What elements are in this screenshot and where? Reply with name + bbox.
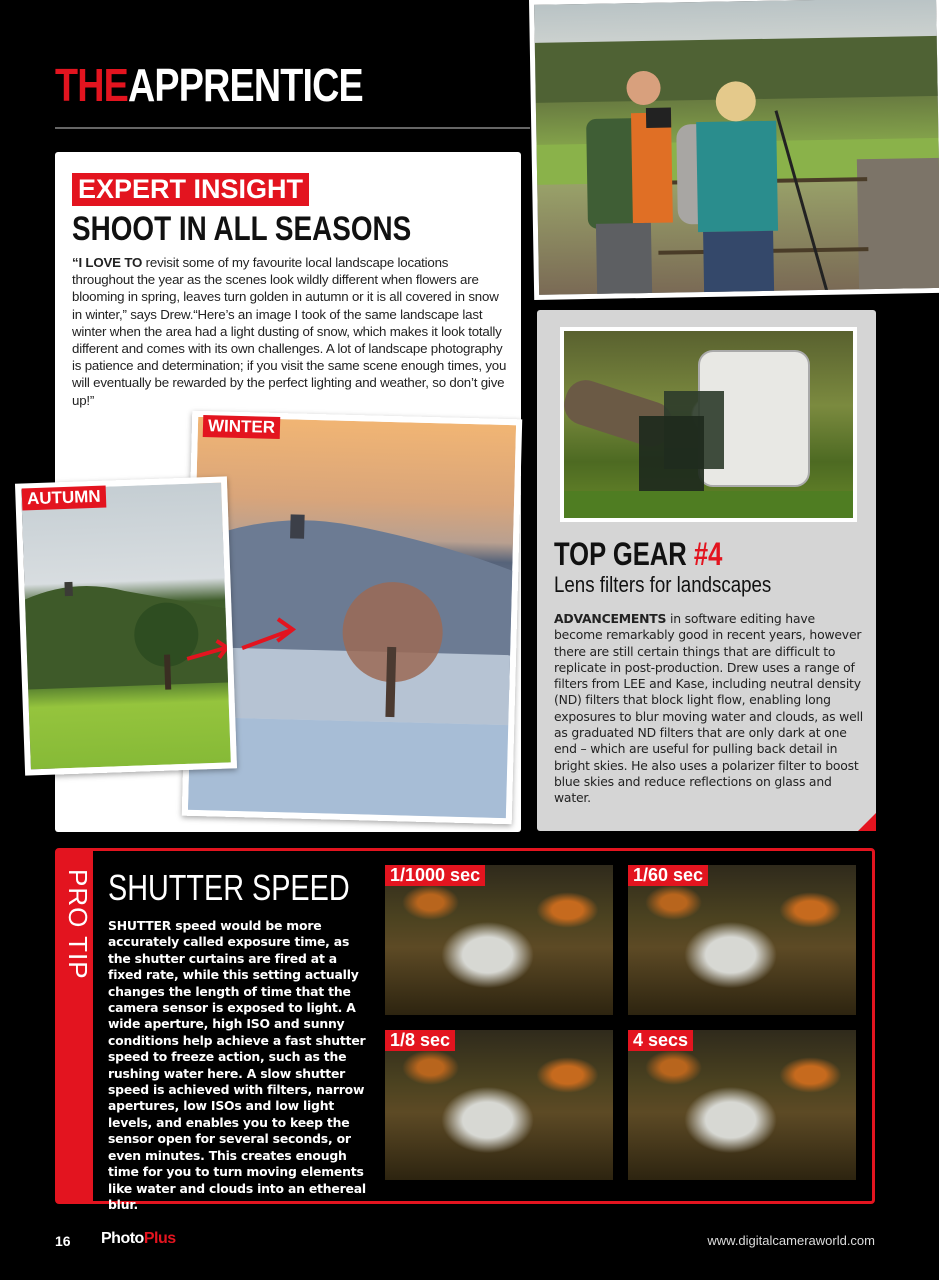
top-gear-card xyxy=(537,310,876,831)
masthead-apprentice: APPRENTICE xyxy=(127,59,363,111)
autumn-label: AUTUMN xyxy=(22,486,106,511)
pro-tip-label: PRO TIP xyxy=(63,869,93,980)
photographers-illustration xyxy=(534,0,939,300)
filters-photo xyxy=(560,327,857,522)
magazine-logo xyxy=(101,1230,176,1248)
example-photo-4 xyxy=(628,1030,856,1180)
example-photo-2 xyxy=(628,865,856,1015)
autumn-photo xyxy=(15,476,237,775)
expert-insight-title: SHOOT IN ALL SEASONS xyxy=(72,210,412,248)
filters-illustration xyxy=(564,331,853,518)
masthead-rule xyxy=(55,127,530,129)
shutter-speed-title: SHUTTER SPEED xyxy=(108,867,350,908)
winter-label: WINTER xyxy=(203,415,281,439)
shutter-speed-lead: SHUTTER xyxy=(108,918,172,933)
expert-insight-tag: EXPERT INSIGHT xyxy=(72,173,309,206)
page-curl-corner xyxy=(858,813,876,831)
website-url: www.digitalcameraworld.com xyxy=(707,1233,875,1248)
masthead-the: THE xyxy=(55,59,128,111)
shutter-speed-body xyxy=(108,918,374,1213)
top-gear-lead: ADVANCEMENTS xyxy=(554,611,667,626)
example-label-4: 4 secs xyxy=(628,1030,693,1051)
logo-photo: Photo xyxy=(101,1230,144,1247)
top-gear-text: in software editing have become remarkably good in recent years, however there are still certain things that are difficult to replicate in post-production. Drew uses a range of filters from LEE and Kase, including neutral density (ND) filters that block light flow, enabling long exposures to blur moving water and clouds, as well as graduated ND filters that are only dark at one end – which are useful for pulling back detail in bright skies. He also uses a polarizer filter to boost blue skies and reduce reflections on glass and water. xyxy=(554,611,863,806)
photographers-photo xyxy=(529,0,939,300)
expert-insight-lead: “I LOVE TO xyxy=(72,255,143,270)
top-gear-body xyxy=(554,611,866,807)
example-label-1: 1/1000 sec xyxy=(385,865,485,886)
example-label-3: 1/8 sec xyxy=(385,1030,455,1051)
top-gear-title xyxy=(554,536,722,573)
example-label-2: 1/60 sec xyxy=(628,865,708,886)
expert-insight-body xyxy=(72,254,512,409)
autumn-illustration xyxy=(21,482,237,775)
top-gear-number: #4 xyxy=(693,536,723,572)
logo-plus: Plus xyxy=(143,1230,176,1247)
top-gear-subtitle: Lens filters for landscapes xyxy=(554,572,772,597)
pro-tip-sidebar xyxy=(58,851,93,1201)
example-photo-1 xyxy=(385,865,613,1015)
page-number: 16 xyxy=(55,1233,71,1249)
example-photo-3 xyxy=(385,1030,613,1180)
pro-tip-box xyxy=(55,848,875,1212)
winter-illustration xyxy=(188,417,523,824)
top-gear-label: TOP GEAR xyxy=(554,536,687,572)
expert-insight-text: revisit some of my favourite local landscape locations throughout the year as the scenes look wildly different when flowers are blooming in spring, leaves turn golden in autumn or it is all covered in snow in winter,” says Drew.“Here’s an image I took of the same landscape last winter when the area had a light dusting of snow, which makes it look totally different and comes with its own challenges. A lot of landscape photography is patience and determination; if you visit the same scene enough times, you will eventually be rewarded by the perfect lighting and weather, so don’t give up!” xyxy=(72,255,507,408)
page-masthead xyxy=(55,58,363,112)
shutter-speed-text: speed would be more accurately called exposure time, as the shutter curtains are fired at a fixed rate, while this setting actually changes the length of time that the camera sensor is exposed to light. A wide aperture, high ISO and sunny conditions help achieve a fast shutter speed to freeze action, such as the rushing water here. A slow shutter speed is achieved with filters, narrow apertures, low ISOs and low light levels, and enables you to keep the sensor open for several seconds, or even minutes. This creates enough time for you to turn moving elements like water and clouds into an ethereal blur. xyxy=(108,918,366,1212)
